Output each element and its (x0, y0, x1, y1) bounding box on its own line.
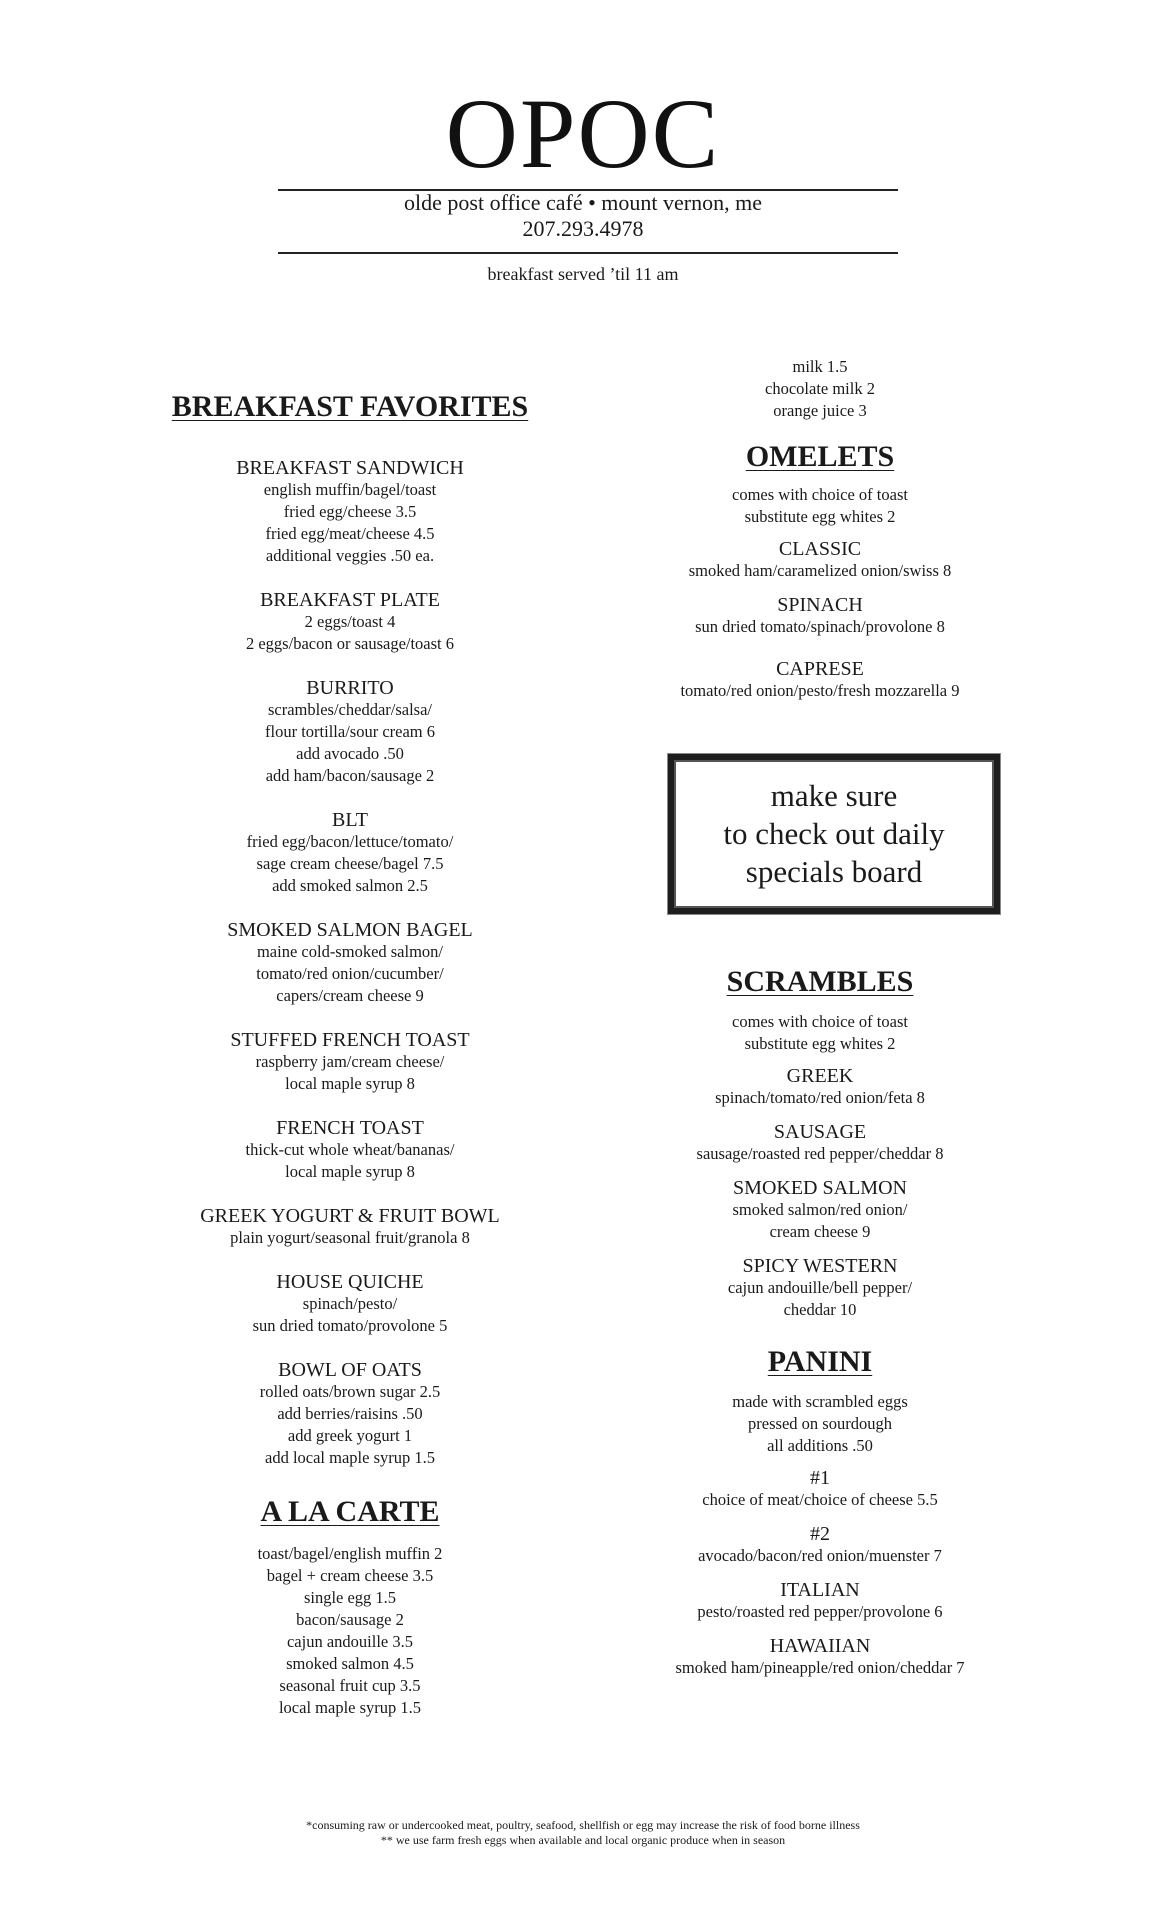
item-name: SPICY WESTERN (742, 1255, 898, 1277)
item-name: STUFFED FRENCH TOAST (230, 1029, 470, 1051)
panini-notes (640, 1391, 1000, 1457)
note-line: all additions .50 (767, 1436, 873, 1455)
item-line: capers/cream cheese 9 (276, 986, 424, 1005)
item-line: 2 eggs/bacon or sausage/toast 6 (245, 634, 455, 653)
item-line: cream cheese 9 (769, 1222, 871, 1241)
item-name: SMOKED SALMON BAGEL (227, 919, 473, 941)
specials-line: specials board (745, 854, 923, 889)
item-line: cheddar 10 (783, 1300, 857, 1319)
a-la-carte-list (150, 1543, 550, 1719)
item-name: GREEK YOGURT & FRUIT BOWL (200, 1205, 500, 1227)
menu-item-sausage-scramble (640, 1121, 1000, 1165)
item-line: add ham/bacon/sausage 2 (265, 766, 435, 785)
item-line: smoked ham/caramelized onion/swiss 8 (688, 561, 952, 580)
restaurant-logo: OPOC (445, 78, 721, 189)
restaurant-tagline: olde post office café • mount vernon, me (404, 190, 762, 215)
item-line: avocado/bacon/red onion/muenster 7 (698, 1546, 942, 1565)
item-name: BREAKFAST SANDWICH (236, 457, 464, 479)
item-line: scrambles/cheddar/salsa/ (267, 700, 433, 719)
menu-item-caprese-omelet (640, 658, 1000, 702)
menu-item-burrito (150, 677, 550, 787)
item-line: fried egg/meat/cheese 4.5 (265, 524, 435, 543)
menu-item-breakfast-sandwich (150, 457, 550, 567)
drink-line: milk 1.5 (792, 357, 848, 376)
item-line: smoked salmon/red onion/ (732, 1200, 908, 1219)
item-name: BLT (332, 809, 368, 831)
menu-item-spicy-western-scramble (640, 1255, 1000, 1321)
drink-line: chocolate milk 2 (765, 379, 875, 398)
item-line: choice of meat/choice of cheese 5.5 (702, 1490, 938, 1509)
item-name: CLASSIC (778, 538, 862, 560)
item-line: fried egg/bacon/lettuce/tomato/ (246, 832, 454, 851)
section-title-scrambles: SCRAMBLES (726, 965, 914, 998)
item-line: sun dried tomato/spinach/provolone 8 (695, 617, 945, 636)
item-line: tomato/red onion/pesto/fresh mozzarella 9 (680, 681, 960, 700)
item-name: HAWAIIAN (769, 1635, 871, 1657)
left-column (150, 390, 550, 1719)
item-line: tomato/red onion/cucumber/ (256, 964, 444, 983)
item-name: CAPRESE (776, 658, 864, 680)
menu-item-greek-scramble (640, 1065, 1000, 1109)
item-line: flour tortilla/sour cream 6 (265, 722, 435, 741)
item-line: thick-cut whole wheat/bananas/ (245, 1140, 455, 1159)
menu-item-bowl-of-oats (150, 1359, 550, 1469)
scrambles-notes (640, 1011, 1000, 1055)
item-line: maine cold-smoked salmon/ (256, 942, 444, 961)
note-line: substitute egg whites 2 (744, 1034, 896, 1053)
item-name: GREEK (786, 1065, 854, 1087)
a-la-carte-line: toast/bagel/english muffin 2 (257, 1544, 443, 1563)
a-la-carte-line: seasonal fruit cup 3.5 (279, 1676, 421, 1695)
item-line: local maple syrup 8 (285, 1162, 415, 1181)
menu-item-spinach-omelet (640, 594, 1000, 638)
item-name: #1 (810, 1467, 830, 1489)
item-line: sun dried tomato/provolone 5 (252, 1316, 448, 1335)
note-line: made with scrambled eggs (732, 1392, 908, 1411)
footer-line: ** we use farm fresh eggs when available and local organic produce when in season (380, 1833, 786, 1847)
item-line: additional veggies .50 ea. (265, 546, 435, 565)
item-line: sausage/roasted red pepper/cheddar 8 (696, 1144, 944, 1163)
a-la-carte-line: cajun andouille 3.5 (286, 1632, 413, 1651)
menu-item-house-quiche (150, 1271, 550, 1337)
section-title-omelets: OMELETS (745, 440, 895, 473)
item-name: BREAKFAST PLATE (260, 589, 440, 611)
footer-disclaimer (0, 1818, 1166, 1848)
menu-item-smoked-salmon-bagel (150, 919, 550, 1007)
drinks-list (640, 356, 1000, 422)
drink-line: orange juice 3 (773, 401, 867, 420)
item-name: SAUSAGE (773, 1121, 867, 1143)
note-line: comes with choice of toast (732, 485, 908, 504)
daily-specials-box (668, 754, 1000, 914)
item-name: SPINACH (777, 594, 863, 616)
a-la-carte-line: local maple syrup 1.5 (278, 1698, 422, 1717)
item-line: raspberry jam/cream cheese/ (255, 1052, 445, 1071)
header-rule-bottom (278, 252, 898, 254)
item-line: fried egg/cheese 3.5 (283, 502, 417, 521)
section-title-panini: PANINI (767, 1345, 873, 1378)
note-line: comes with choice of toast (732, 1012, 908, 1031)
menu-item-french-toast (150, 1117, 550, 1183)
item-line: local maple syrup 8 (285, 1074, 415, 1093)
menu-item-greek-yogurt-bowl (150, 1205, 550, 1249)
specials-line: to check out daily (723, 816, 945, 851)
a-la-carte-line: single egg 1.5 (303, 1588, 397, 1607)
item-line: add avocado .50 (296, 744, 404, 763)
item-line: add smoked salmon 2.5 (272, 876, 428, 895)
item-name: ITALIAN (780, 1579, 860, 1601)
item-line: add berries/raisins .50 (277, 1404, 423, 1423)
item-line: smoked ham/pineapple/red onion/cheddar 7 (675, 1658, 965, 1677)
menu-item-blt (150, 809, 550, 897)
item-line: sage cream cheese/bagel 7.5 (256, 854, 444, 873)
item-name: FRENCH TOAST (276, 1117, 424, 1139)
item-line: rolled oats/brown sugar 2.5 (259, 1382, 441, 1401)
item-name: #2 (810, 1523, 830, 1545)
menu-item-panini-1 (640, 1467, 1000, 1511)
note-line: substitute egg whites 2 (744, 507, 896, 526)
omelets-notes (640, 484, 1000, 528)
menu-item-panini-2 (640, 1523, 1000, 1567)
item-line: add greek yogurt 1 (287, 1426, 413, 1445)
menu-item-stuffed-french-toast (150, 1029, 550, 1095)
section-title-breakfast-favorites: BREAKFAST FAVORITES (171, 390, 529, 423)
breakfast-hours: breakfast served ’til 11 am (487, 264, 679, 284)
item-name: BURRITO (306, 677, 394, 699)
menu-item-classic-omelet (640, 538, 1000, 582)
item-line: pesto/roasted red pepper/provolone 6 (697, 1602, 943, 1621)
right-column-top (640, 356, 1000, 714)
specials-line: make sure (770, 778, 898, 813)
item-line: spinach/tomato/red onion/feta 8 (715, 1088, 925, 1107)
phone-number: 207.293.4978 (522, 216, 644, 241)
menu-item-breakfast-plate (150, 589, 550, 655)
item-name: SMOKED SALMON (733, 1177, 907, 1199)
item-name: BOWL OF OATS (278, 1359, 422, 1381)
menu-item-panini-italian (640, 1579, 1000, 1623)
a-la-carte-line: bacon/sausage 2 (296, 1610, 404, 1629)
item-name: HOUSE QUICHE (276, 1271, 424, 1293)
item-line: 2 eggs/toast 4 (304, 612, 396, 631)
item-line: spinach/pesto/ (302, 1294, 398, 1313)
section-title-a-la-carte: A LA CARTE (260, 1495, 440, 1528)
item-line: cajun andouille/bell pepper/ (727, 1278, 913, 1297)
specials-text (723, 777, 944, 891)
note-line: pressed on sourdough (748, 1414, 892, 1433)
menu-item-smoked-salmon-scramble (640, 1177, 1000, 1243)
item-line: add local maple syrup 1.5 (265, 1448, 435, 1467)
item-line: plain yogurt/seasonal fruit/granola 8 (230, 1228, 470, 1247)
right-column-bottom (640, 965, 1000, 1691)
menu-item-panini-hawaiian (640, 1635, 1000, 1679)
a-la-carte-line: bagel + cream cheese 3.5 (266, 1566, 434, 1585)
footer-line: *consuming raw or undercooked meat, poultry, seafood, shellfish or egg may increase the risk of food borne illness (306, 1818, 860, 1832)
item-line: english muffin/bagel/toast (263, 480, 437, 499)
a-la-carte-line: smoked salmon 4.5 (286, 1654, 414, 1673)
